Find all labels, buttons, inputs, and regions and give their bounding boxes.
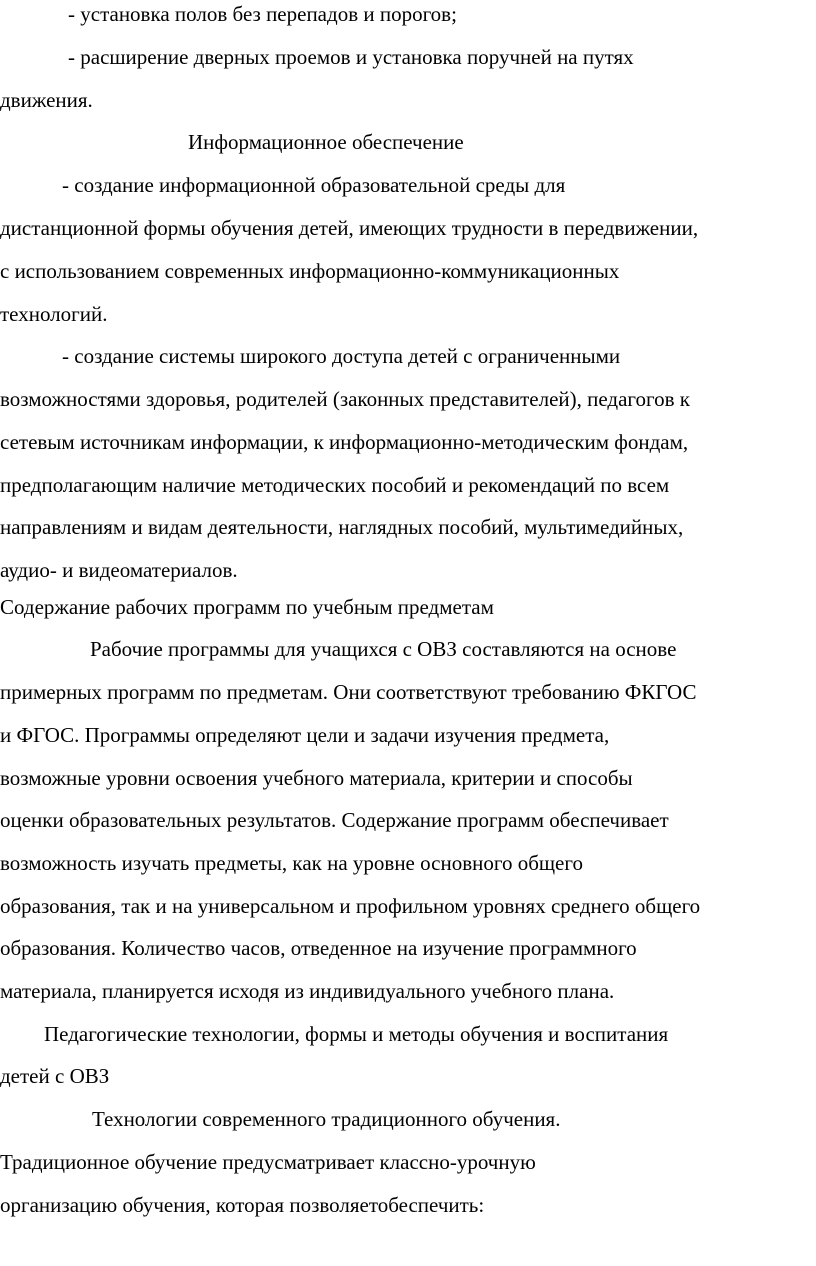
text-line: Технологии современного традиционного обучения.	[92, 1107, 561, 1131]
text-line: и ФГОС. Программы определяют цели и задачи изучения предмета,	[0, 723, 610, 747]
text-line: оценки образовательных результатов. Содержание программ обеспечивает	[0, 808, 669, 832]
text-line: - установка полов без перепадов и порогов;	[68, 2, 457, 26]
text-line: предполагающим наличие методических пособий и рекомендаций по всем	[0, 473, 670, 497]
text-line: - создание системы широкого доступа детей с ограниченными	[62, 344, 621, 368]
text-line: дистанционной формы обучения детей, имеющих трудности в передвижении,	[0, 216, 699, 240]
text-line: возможностями здоровья, родителей (законных представителей), педагогов к	[0, 387, 690, 411]
text-line: Рабочие программы для учащихся с ОВЗ составляются на основе	[90, 637, 677, 661]
text-line: Традиционное обучение предусматривает классно-урочную	[0, 1150, 536, 1174]
text-line: аудио- и видеоматериалов.	[0, 558, 238, 582]
text-line: материала, планируется исходя из индивидуального учебного плана.	[0, 979, 615, 1003]
text-line: с использованием современных информационно-коммуникационных	[0, 259, 620, 283]
text-line: сетевым источникам информации, к информационно-методическим фондам,	[0, 430, 689, 454]
text-line: примерных программ по предметам. Они соответствуют требованию ФКГОС	[0, 680, 697, 704]
section-heading: Содержание рабочих программ по учебным предметам	[0, 595, 494, 619]
text-line: возможность изучать предметы, как на уровне основного общего	[0, 851, 583, 875]
text-line: организацию обучения, которая позволяетобеспечить:	[0, 1193, 485, 1217]
section-heading: Информационное обеспечение	[188, 130, 464, 154]
text-line: образования, так и на универсальном и профильном уровнях среднего общего	[0, 894, 701, 918]
text-line: технологий.	[0, 302, 108, 326]
text-line: движения.	[0, 88, 93, 112]
text-line: - расширение дверных проемов и установка поручней на путях	[68, 45, 634, 69]
section-heading: детей с ОВЗ	[0, 1064, 110, 1088]
text-line: образования. Количество часов, отведенное на изучение программного	[0, 936, 637, 960]
text-line: - создание информационной образовательной среды для	[62, 173, 566, 197]
text-line: возможные уровни освоения учебного материала, критерии и способы	[0, 766, 633, 790]
section-heading: Педагогические технологии, формы и методы обучения и воспитания	[44, 1022, 669, 1046]
text-line: направлениям и видам деятельности, наглядных пособий, мультимедийных,	[0, 515, 684, 539]
